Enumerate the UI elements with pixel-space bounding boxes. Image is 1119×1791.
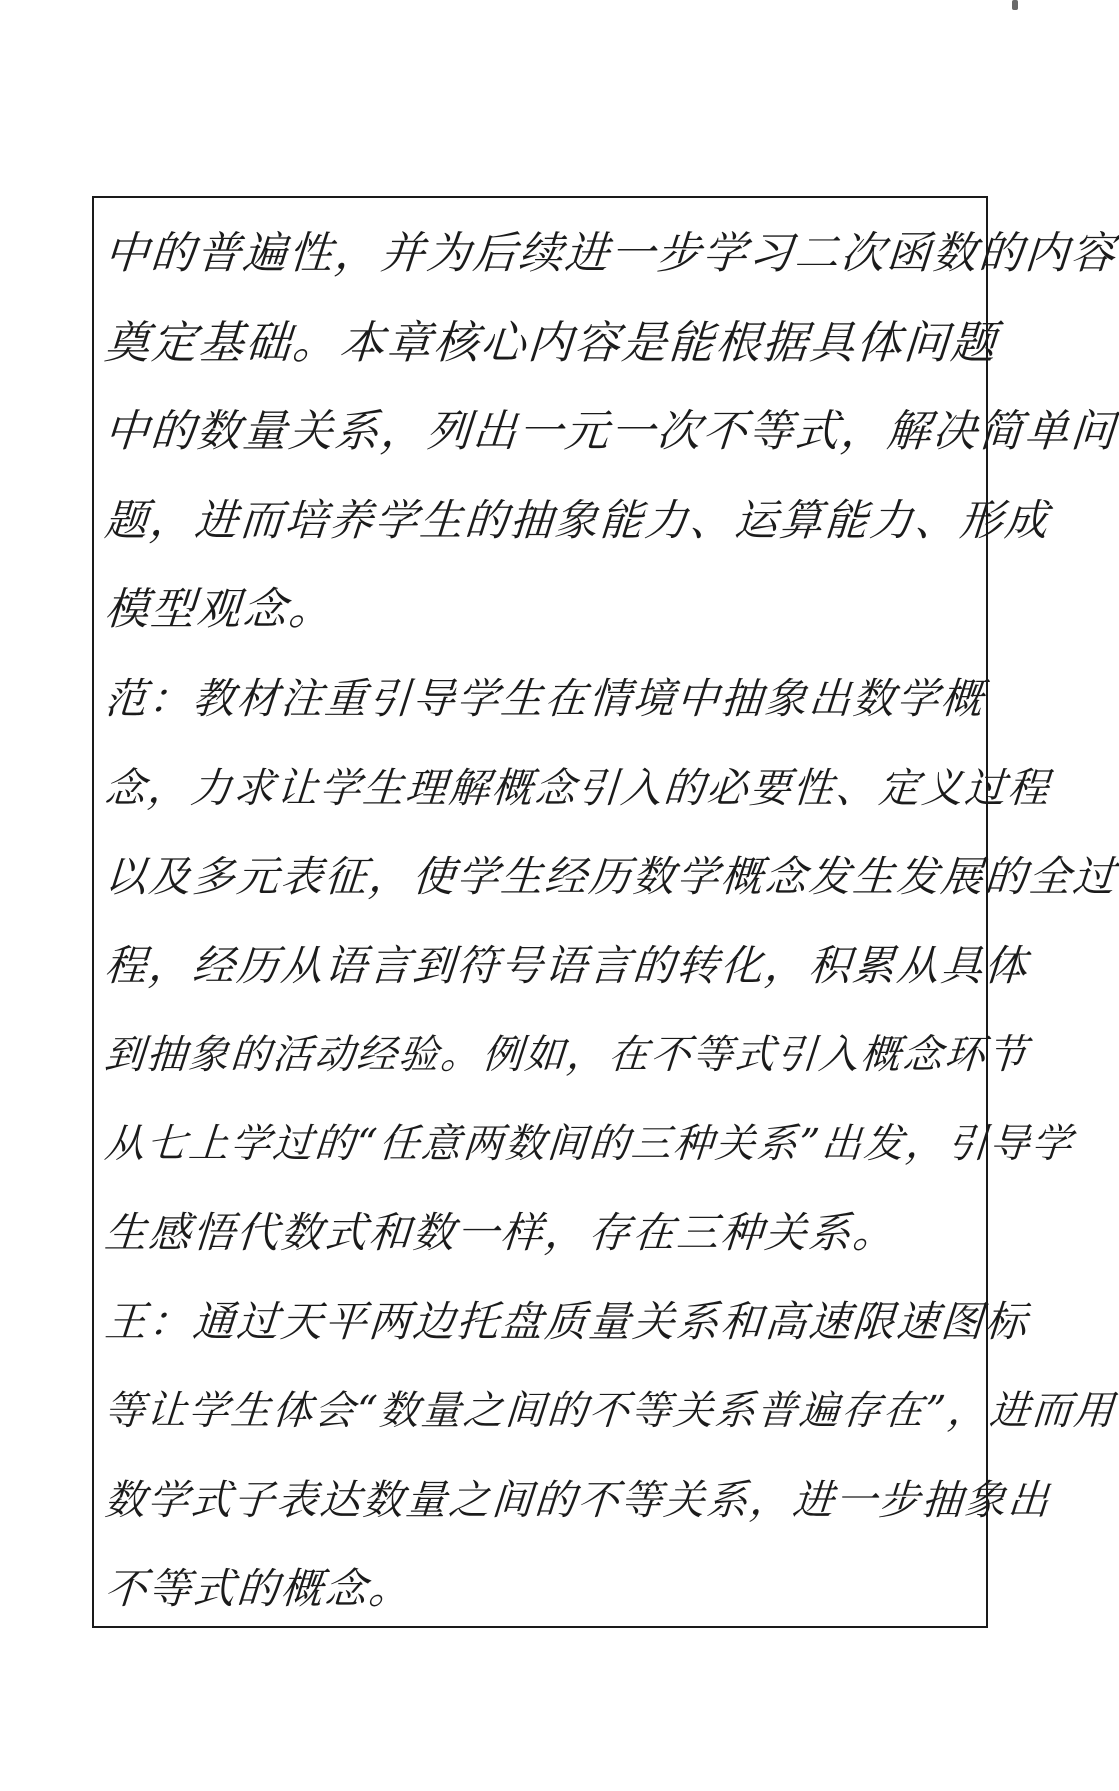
text-line: 到抽象的活动经验。例如，在不等式引入概念环节 <box>102 1032 1031 1078</box>
text-line: 不等式的概念。 <box>102 1564 415 1613</box>
corner-mark <box>1012 0 1018 10</box>
text-line: 程，经历从语言到符号语言的转化，积累从具体 <box>102 941 1031 990</box>
handwritten-text-block <box>102 218 1119 1642</box>
text-line: 念，力求让学生理解概念引入的必要性、定义过程 <box>102 764 1053 812</box>
writing-frame <box>92 196 1119 1628</box>
text-line: 等让学生体会“数量之间的不等关系普遍存在”，进而用 <box>102 1388 1118 1434</box>
text-line: 生感悟代数式和数一样，存在三种关系。 <box>102 1208 899 1257</box>
text-line: 模型观念。 <box>102 584 337 635</box>
text-line: 数学式子表达数量之间的不等关系，进一步抽象出 <box>102 1476 1053 1524</box>
text-line: 以及多元表征，使学生经历数学概念发生发展的全过 <box>102 852 1119 901</box>
text-line: 中的普遍性，并为后续进一步学习二次函数的内容 <box>102 228 1119 279</box>
text-line: 题，进而培养学生的抽象能力、运算能力、形成 <box>102 496 1052 546</box>
text-line: 王：通过天平两边托盘质量关系和高速限速图标 <box>102 1297 1031 1346</box>
text-line: 奠定基础。本章核心内容是能根据具体问题 <box>102 316 1000 369</box>
text-line: 中的数量关系，列出一元一次不等式，解决简单问 <box>102 406 1119 457</box>
text-line: 范：教材注重引导学生在情境中抽象出数学概 <box>102 674 987 723</box>
text-line: 从七上学过的“任意两数间的三种关系”出发，引导学 <box>102 1121 1076 1167</box>
